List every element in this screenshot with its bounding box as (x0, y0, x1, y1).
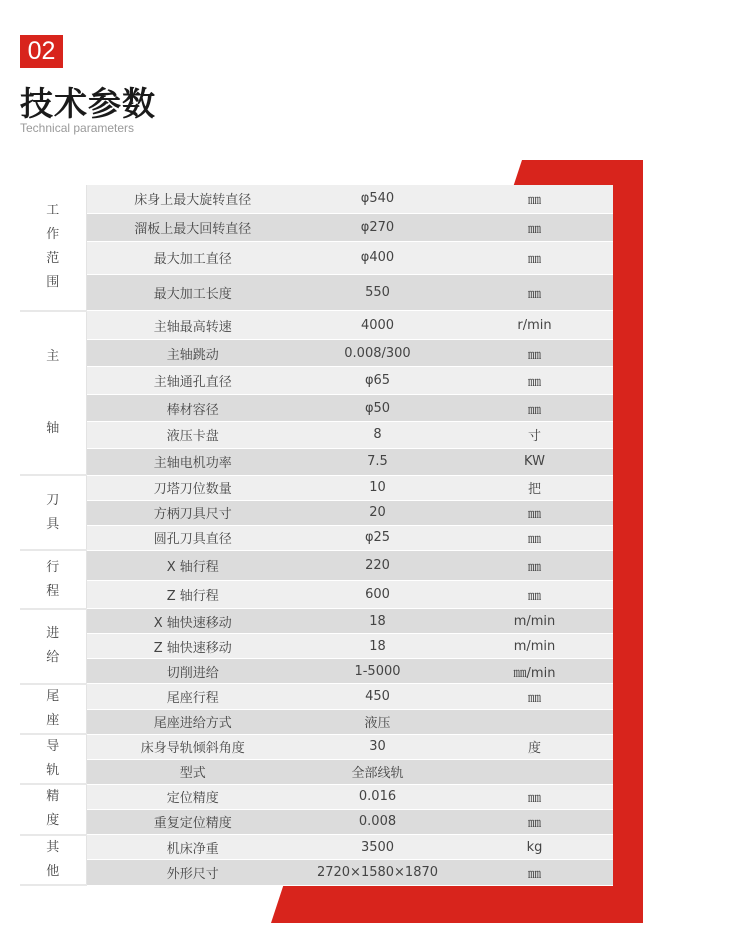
param-unit: ㎜ (456, 274, 613, 310)
param-unit: ㎜ (456, 581, 613, 609)
param-unit: ㎜ (456, 213, 613, 241)
param-name: X 轴快速移动 (86, 609, 299, 634)
param-name: 最大加工直径 (86, 241, 299, 274)
table-row (20, 422, 613, 448)
param-name: 外形尺寸 (86, 860, 299, 885)
param-unit: ㎜ (456, 340, 613, 367)
param-unit: ㎜ (456, 185, 613, 213)
param-name: 最大加工长度 (86, 274, 299, 310)
param-name: 尾座进给方式 (86, 709, 299, 734)
param-value: 3500 (299, 835, 456, 860)
param-name: X 轴行程 (86, 550, 299, 580)
table-row (20, 684, 613, 709)
table-row (20, 185, 613, 213)
param-value: 220 (299, 550, 456, 580)
param-unit: ㎜ (456, 684, 613, 709)
param-unit: m/min (456, 634, 613, 659)
table-row (20, 809, 613, 834)
param-value: 550 (299, 274, 456, 310)
group-label: 精 度 (20, 784, 86, 834)
param-unit: ㎜ (456, 525, 613, 550)
table-row (20, 475, 613, 500)
param-unit: KW (456, 448, 613, 475)
param-name: 主轴最高转速 (86, 311, 299, 340)
table-row (20, 274, 613, 310)
param-value: 600 (299, 581, 456, 609)
group-label: 尾 座 (20, 684, 86, 734)
param-value: 18 (299, 609, 456, 634)
table-row (20, 734, 613, 759)
group-label: 其 他 (20, 835, 86, 885)
param-name: 床身上最大旋转直径 (86, 185, 299, 213)
group-label: 主 轴 (20, 311, 86, 476)
param-name: 型式 (86, 759, 299, 784)
param-value: 20 (299, 500, 456, 525)
table-row (20, 784, 613, 809)
table-row (20, 659, 613, 684)
param-value: φ540 (299, 185, 456, 213)
param-value: 10 (299, 475, 456, 500)
param-unit: ㎜/min (456, 659, 613, 684)
param-value: φ400 (299, 241, 456, 274)
param-name: 尾座行程 (86, 684, 299, 709)
param-value: 450 (299, 684, 456, 709)
page-title: 技术参数 (20, 84, 156, 123)
param-name: 刀塔刀位数量 (86, 475, 299, 500)
param-value: 30 (299, 734, 456, 759)
group-label: 工 作 范 围 (20, 185, 86, 311)
param-unit: 寸 (456, 422, 613, 448)
param-unit: kg (456, 835, 613, 860)
param-value: φ65 (299, 367, 456, 395)
param-value: 18 (299, 634, 456, 659)
table-row (20, 213, 613, 241)
table-row (20, 241, 613, 274)
param-value: 8 (299, 422, 456, 448)
group-label: 刀 具 (20, 475, 86, 550)
param-value: 1-5000 (299, 659, 456, 684)
param-unit: ㎜ (456, 395, 613, 422)
table-row (20, 340, 613, 367)
table-row (20, 609, 613, 634)
param-value: 全部线轨 (299, 759, 456, 784)
param-name: 机床净重 (86, 835, 299, 860)
table-row (20, 500, 613, 525)
table-row (20, 367, 613, 395)
param-value: φ270 (299, 213, 456, 241)
param-unit: ㎜ (456, 500, 613, 525)
param-value: 7.5 (299, 448, 456, 475)
table-row (20, 709, 613, 734)
table-row (20, 448, 613, 475)
param-value: 0.008 (299, 809, 456, 834)
param-name: 圆孔刀具直径 (86, 525, 299, 550)
param-value: 0.008/300 (299, 340, 456, 367)
param-unit (456, 709, 613, 734)
param-name: Z 轴快速移动 (86, 634, 299, 659)
table-row (20, 581, 613, 609)
param-name: Z 轴行程 (86, 581, 299, 609)
param-unit: ㎜ (456, 367, 613, 395)
param-value: 0.016 (299, 784, 456, 809)
param-name: 主轴电机功率 (86, 448, 299, 475)
param-unit: ㎜ (456, 809, 613, 834)
param-unit: r/min (456, 311, 613, 340)
param-unit: ㎜ (456, 860, 613, 885)
section-number-badge: 02 (20, 35, 63, 68)
group-label: 行 程 (20, 550, 86, 608)
param-name: 定位精度 (86, 784, 299, 809)
param-name: 溜板上最大回转直径 (86, 213, 299, 241)
table-row (20, 835, 613, 860)
table-row (20, 759, 613, 784)
table-row (20, 860, 613, 885)
param-value: φ50 (299, 395, 456, 422)
param-unit: ㎜ (456, 784, 613, 809)
group-label: 进 给 (20, 609, 86, 684)
param-name: 主轴通孔直径 (86, 367, 299, 395)
param-name: 切削进给 (86, 659, 299, 684)
param-name: 液压卡盘 (86, 422, 299, 448)
param-name: 主轴跳动 (86, 340, 299, 367)
param-name: 床身导轨倾斜角度 (86, 734, 299, 759)
param-unit (456, 759, 613, 784)
param-value: 液压 (299, 709, 456, 734)
table-row (20, 395, 613, 422)
param-unit: 把 (456, 475, 613, 500)
param-name: 方柄刀具尺寸 (86, 500, 299, 525)
table-row (20, 525, 613, 550)
page-subtitle: Technical parameters (20, 121, 135, 135)
param-unit: m/min (456, 609, 613, 634)
param-name: 棒材容径 (86, 395, 299, 422)
param-value: φ25 (299, 525, 456, 550)
param-name: 重复定位精度 (86, 809, 299, 834)
param-value: 2720×1580×1870 (299, 860, 456, 885)
table-row (20, 634, 613, 659)
param-value: 4000 (299, 311, 456, 340)
group-label: 导 轨 (20, 734, 86, 784)
param-unit: ㎜ (456, 241, 613, 274)
spec-table (20, 185, 613, 886)
param-unit: 度 (456, 734, 613, 759)
table-row (20, 550, 613, 580)
param-unit: ㎜ (456, 550, 613, 580)
table-row (20, 311, 613, 340)
